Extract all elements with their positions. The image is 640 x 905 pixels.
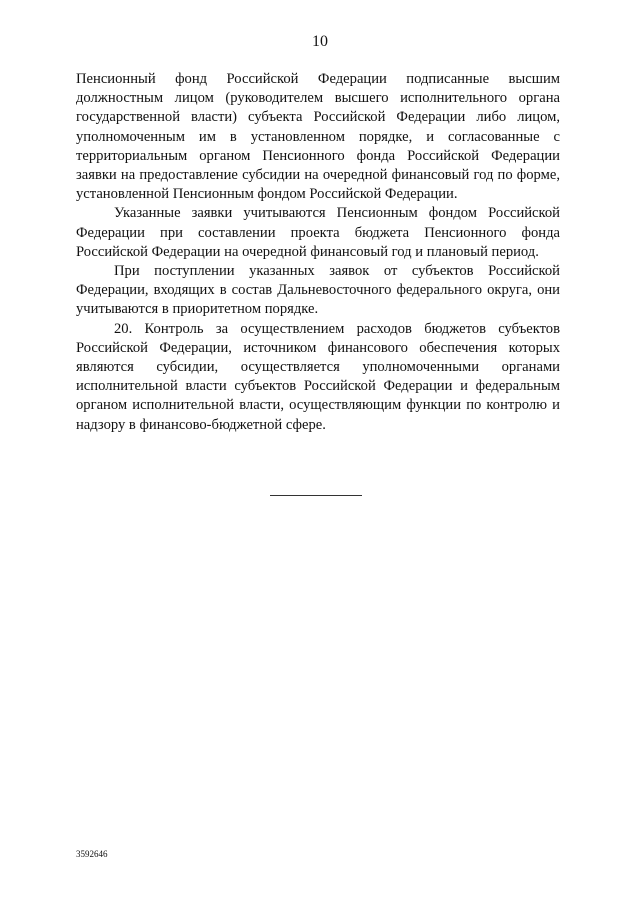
- paragraph-applications: Указанные заявки учитываются Пенсионным фондом Российской Федерации при составлении проекта бюджета Пенсионного фонда Российской Федерации на очередной финансовый год и плановый период.: [76, 205, 560, 260]
- paragraph-item-20: 20. Контроль за осуществлением расходов бюджетов субъектов Российской Федерации, источником финансового обеспечения которых являются субсидии, осуществляется уполномоченными органами исполнительной власти субъектов Российской Федерации и федеральным органом исполнительной власти, осуществляющим функции по контролю и надзору в финансово-бюджетной сфере.: [76, 320, 560, 433]
- document-code: 3592646: [76, 849, 108, 859]
- page-number: 10: [312, 33, 328, 50]
- paragraph-continuation: Пенсионный фонд Российской Федерации подписанные высшим должностным лицом (руководителем высшего исполнительного органа государственной власти) субъекта Российской Федерации либо лицом, уполномоченным им в установленном порядке, и согласованные с территориальным органом Пенсионного фонда Российской Федерации заявки на предоставление субсидии на очередной финансовый год по форме, установленной Пенсионным фондом Российской Федерации.: [76, 71, 560, 203]
- document-body: [76, 70, 560, 435]
- paragraph-priority: При поступлении указанных заявок от субъектов Российской Федерации, входящих в состав Дальневосточного федерального округа, они учитываются в приоритетном порядке.: [76, 263, 560, 318]
- end-separator-line: [270, 495, 362, 496]
